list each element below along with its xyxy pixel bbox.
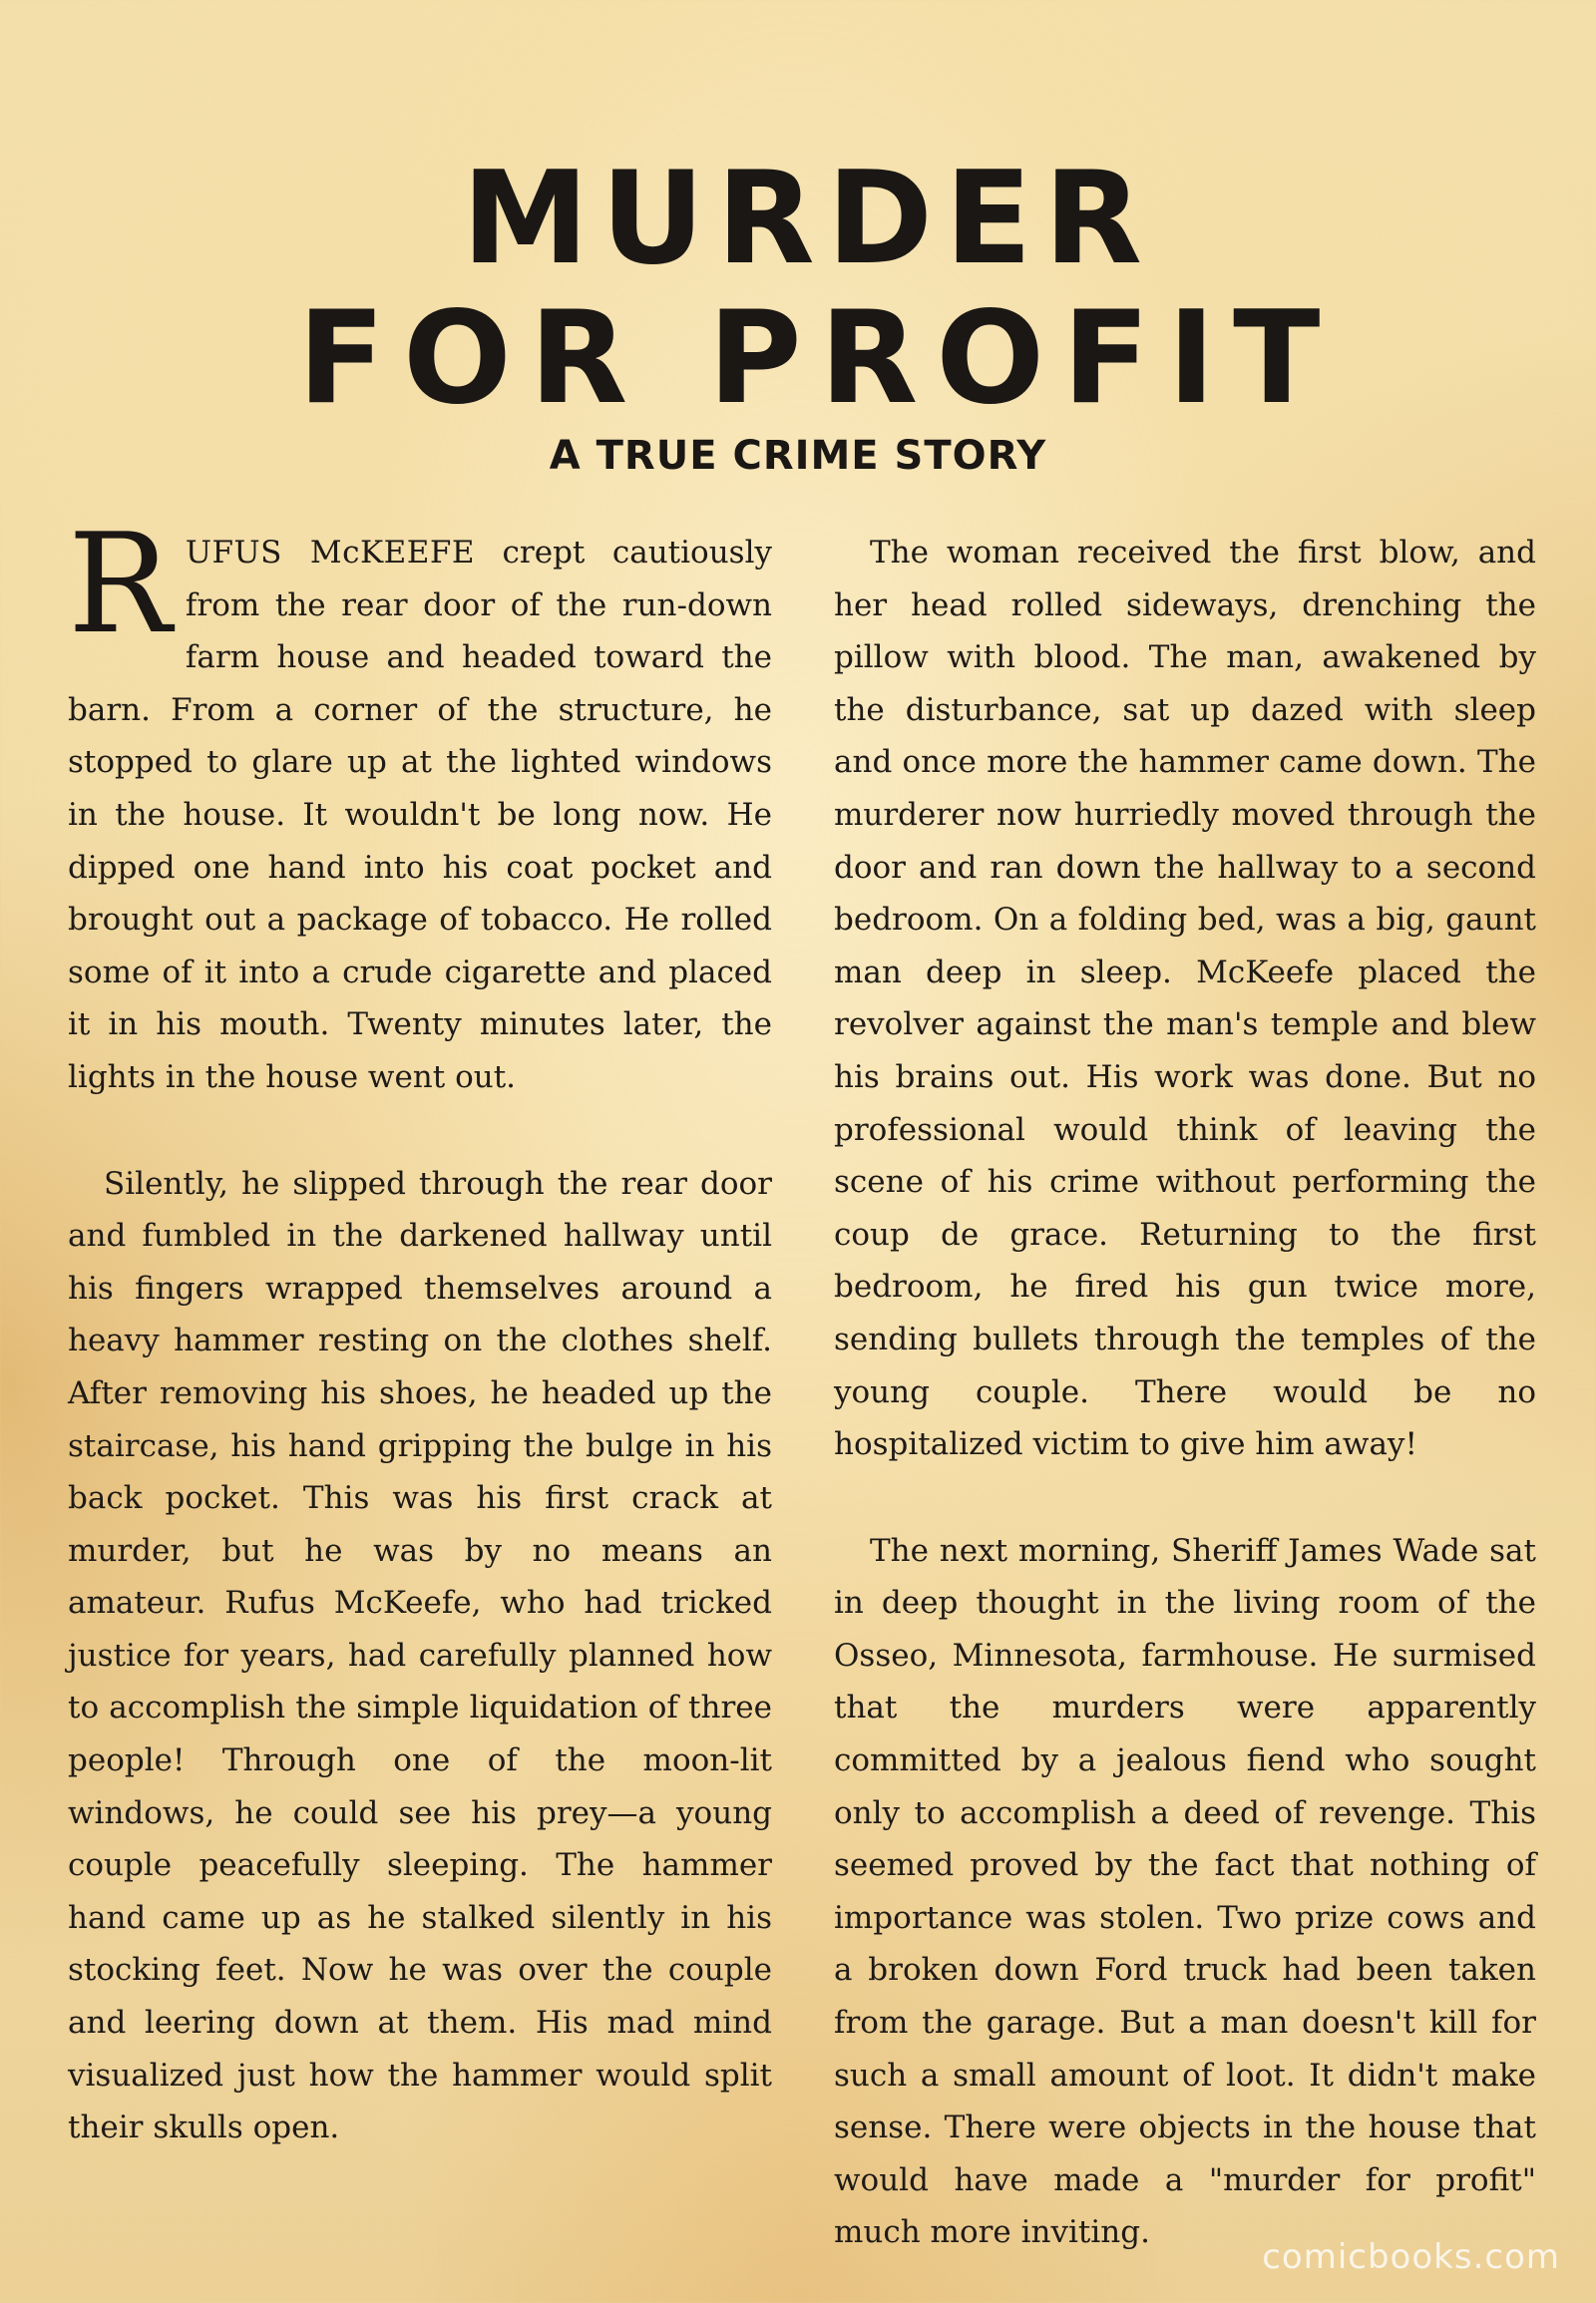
story-subtitle: A TRUE CRIME STORY (549, 433, 1047, 479)
right-paragraph-2: The next morning, Sheriff James Wade sat in deep thought in the living room of the Osseo, Minnesota, farmhouse. He surmised that the murders were apparently committed by a jealous fiend who sought only to accomplish a deed of revenge. This seemed proved by the fact that nothing of importance was stolen. Two prize cows and a broken down Ford truck had been taken from the garage. But a man doesn't kill for such a small amount of loot. It didn't make sense. There were objects in the house that would have made a "murder for profit" much more inviting. (834, 1532, 1536, 2251)
story-title-line-2: FOR PROFIT (297, 284, 1339, 433)
left-paragraph-1 (68, 504, 773, 1104)
left-paragraph-1-text: crept cautiously from the rear door of the run-down farm house and headed toward the barn. From a corner of the structure, he stopped to glare up at the lighted windows in the house. It wouldn't be long now. He dipped one hand into his coat pocket and brought out a package of tobacco. He rolled some of it into a crude cigarette and placed it in his mouth. Twenty minutes later, the lights in the house went out. (68, 535, 773, 1095)
left-column (68, 504, 773, 2154)
story-title-line-1: MURDER (461, 145, 1155, 293)
drop-cap: R (68, 504, 172, 664)
right-column (834, 527, 1536, 2259)
left-paragraph-2: Silently, he slipped through the rear door and fumbled in the darkened hallway until his fingers wrapped themselves around a heavy hammer resting on the clothes shelf. After removing his shoes, he headed up the staircase, his hand gripping the bulge in his back pocket. This was his first crack at murder, but he was by no means an amateur. Rufus McKeefe, who had tricked justice for years, had carefully planned how to accomplish the simple liquidation of three people! Through one of the moon-lit windows, he could see his prey—a young couple peacefully sleeping. The hammer hand came up as he stalked silently in his stocking feet. Now he was over the couple and leering down at them. His mad mind visualized just how the hammer would split their skulls open. (68, 1165, 772, 2146)
lead-name: UFUS McKEEFE (185, 535, 476, 571)
right-paragraph-1: The woman received the first blow, and her head rolled sideways, drenching the pillow with blood. The man, awakened by the disturbance, sat up dazed with sleep and once more the hammer came down. The murderer now hurriedly moved through the door and ran down the hallway to a second bedroom. On a folding bed, was a big, gaunt man deep in sleep. McKeefe placed the revolver against the man's temple and blew his brains out. His work was done. But no professional would think of leaving the scene of his crime without performing the coup de grace. Returning to the first bedroom, he fired his gun twice more, sending bullets through the temples of the young couple. There would be no hospitalized victim to give him away! (834, 535, 1536, 1463)
watermark: comicbooks.com (1262, 2237, 1560, 2277)
